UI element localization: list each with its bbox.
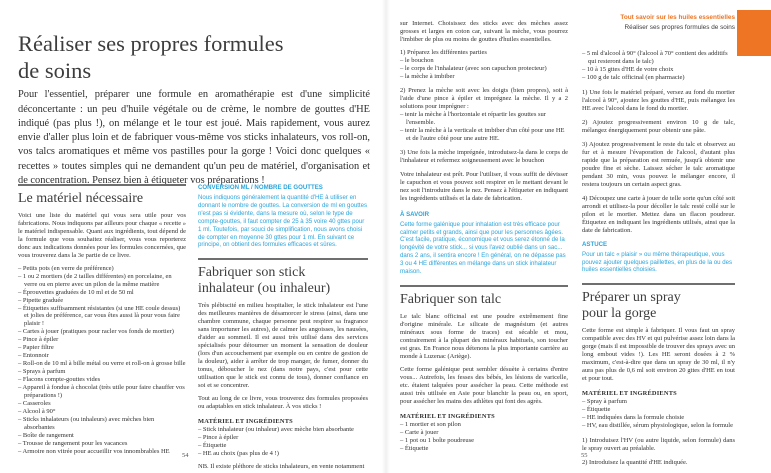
list-item: – Sprays à parfum (18, 368, 186, 376)
stick-materiel-list (198, 426, 368, 458)
running-header-kicker: Tout savoir sur les huiles essentielles (620, 14, 735, 21)
asavoir-box (400, 211, 568, 276)
list-item: – Stick inhalateur (ou inhaleur) avec mèche bien absorbante (198, 426, 368, 434)
list-item: 2) Ajoutez progressivement environ 10 g de talc, mélangez énergiquement pour obtenir une pâte. (582, 118, 735, 134)
list-item: – Sticks inhalateurs (ou inhaleurs) avec mèches bien absorbantes (18, 416, 186, 432)
stick-step2-list (400, 111, 568, 143)
list-item: – Entonnoir (18, 352, 186, 360)
list-item: Très plébiscité en milieu hospitalier, le stick inhalateur est l'une des meilleures manières de désamorcer le stress (ainsi, dans une chambre commune, chaque personne peut respirer sa fragrance sans importuner les autres), de calmer les angoisses, les nausées, d'aider au sommeil. Il est aussi très utilisé dans des services spécialisés pour détourner un moment la sensation de douleur (lors d'un accouchement par exemple ou en centre de gestion de la douleur), aider à arrêter de trop manger, de fumer, donner du tonus, déboucher le nez (dans notre pays, c'est pour cette utilisation que le stick est connu de tous), donner confiance en soi et se concentrer. (198, 301, 368, 389)
asavoir-heading: À SAVOIR (400, 210, 430, 218)
list-item: – 5 ml d'alcool à 90° (l'alcool à 70° contient des additifs qui resteront dans le talc) (582, 50, 735, 66)
intro-paragraph: Pour l'essentiel, préparer une formule en aromathérapie est d'une simplicité déconcertante : un peu d'huile végétale ou de crème, le nombre de gouttes d'HE indiqué (pas plus !), on mélange et le tour est joué. Mais rapidement, vous aurez envie d'aller plus loin et de fabriquer vous-même vos sticks inhalateurs, vos roll-on, vos talcs aromatiques et même vos pastilles pour la gorge ! Voici donc quelques « recettes » toutes simples qui ne demandent qu'un peu de matériel, d'organisation et de concentration. Pensez bien à étiqueter vos préparations ! (18, 89, 370, 186)
stick-step1-heading: 1) Préparez les différentes parties (400, 48, 487, 56)
asavoir-body: Cette forme galénique pour inhalation est très efficace pour calmer petits et grands, ainsi que pour les personnes âgées. C'est facile, pratique, économique et vous serez étonné de la longévité de votre stick... si vous l'avez oublié dans un sac... dans 2 ans, il sentira encore ! En général, on ne dépasse pas 3 ou 4 HE différentes en mélange dans un stick inhalateur maison. (400, 220, 566, 276)
list-item: – Pince à épiler (18, 336, 186, 344)
stick-step3: 3) Une fois la mèche imprégnée, introduisez-la dans le corps de l'inhalateur et refermez soigneusement avec le bouchon (400, 148, 568, 164)
list-item: 1) Une fois le matériel préparé, versez au fond du mortier l'alcool à 90°, ajoutez les gouttes d'HE, puis mélangez les HE avec l'alcool dans le fond du mortier. (582, 88, 735, 112)
list-item: 1) Introduisez l'HV (ou autre liquide, selon formule) dans le spray ouvert au préalable. (582, 437, 735, 453)
list-item: – tenir la mèche à la verticale et imbiber d'un côté pour une HE et de l'autre côté pour une autre HE. (400, 127, 568, 143)
stick-step1-list (400, 57, 568, 81)
list-item: – Armoire non vitrée pour accueillir vos innombrables HE (18, 448, 186, 456)
section-heading-stick (198, 258, 368, 296)
list-item: – Papier filtre (18, 344, 186, 352)
page-title-line1: Réaliser ses propres formules (18, 31, 284, 57)
running-header (620, 13, 735, 33)
list-item: – 10 à 15 gttes d'HE de votre choix (582, 66, 735, 74)
list-item: – HE au choix (pas plus de 4 !) (198, 450, 368, 458)
spray-heading-line1: Préparer un spray (582, 290, 681, 306)
stick-continued-intro: sur Internet. Choisissez des sticks avec des mèches assez grosses et larges en coton car, suivant la mèche, vous pourrez l'imbiber de plus ou moins de gouttes d'huiles essentielles. (400, 20, 568, 43)
list-item: Tout au long de ce livre, vous trouverez des formules proposées ou adaptables en stick inhalateur. À vos sticks ! (198, 394, 368, 410)
list-item: – Appareil à fondue à chocolat (très utile pour faire chauffer vos préparations !) (18, 384, 186, 400)
conversion-box (198, 184, 368, 249)
spray-intro: Cette forme est simple à fabriquer. Il vous faut un spray compatible avec des HV et qui pulvérise assez loin dans la gorge (mais il est impossible de trouver des sprays avec un long embout vides !). Les HE seront dosées à 2 % maximum, c'est-à-dire que dans un spray de 30 ml, il n'y aura pas plus de 0,6 ml soit environ 20 gttes d'HE en tout et pour tout. (582, 326, 735, 382)
list-item: Cette forme galénique peut sembler désuète à certains d'entre vous... Autrefois, les fesses des bébés, les lésions de varicelle, etc. étaient talquées pour assécher la peau. Cette méthode est aussi très utilisée en Asie pour blanchir la peau ou, en sport, pour assécher les mains des athlètes qui font des agrès. (400, 365, 568, 405)
list-item: – Carte à jouer (400, 429, 568, 437)
page-number-left: 54 (182, 452, 189, 459)
list-item: – Roll-on de 10 ml à bille métal ou verre et roll-on à grosse bille (18, 360, 186, 368)
list-item: Le talc blanc officinal est une poudre extrêmement fine d'origine minérale. Le silicate de magnésium (et autres minéraux sous forme de traces) est sécable et mou, contrairement à la plupart des minéraux habituels, son toucher est gras. En France nous détenons la plus importante carrière au monde à Luzenac (Ariège). (400, 312, 568, 360)
list-item: – Spray à parfum (582, 398, 735, 406)
talc-materiel-heading: MATÉRIEL ET INGRÉDIENTS (400, 412, 495, 420)
talc-materiel-list (400, 421, 568, 453)
section-heading-spray (582, 283, 735, 321)
list-item: – Éprouvettes graduées de 10 ml et de 50 ml (18, 289, 186, 297)
list-item: – Trousse de rangement pour les vacances (18, 440, 186, 448)
section-heading-talc: Fabriquer son talc (400, 285, 568, 308)
stick-step2: 2) Prenez la mèche soit avec les doigts (bien propres), soit à l'aide d'une pince à épiler et imprégnez la mèche. Il y a 2 solutions pour imprégner : (400, 86, 568, 110)
section-heading-materiel: Le matériel nécessaire (18, 184, 186, 207)
list-item: – Casseroles (18, 400, 186, 408)
list-item: – HE indiquées dans la formule choisie (582, 414, 735, 422)
astuce-box (582, 241, 735, 275)
chapter-tab (737, 10, 771, 56)
list-item: – 1 pot ou 1 boîte poudreuse (400, 437, 568, 445)
stick-closing: Votre inhalateur est prêt. Pour l'utiliser, il vous suffit de dévisser le capuchon et vous pouvez soit respirer en le mettant devant le nez soit l'introduire dans le nez. Pensez à l'étiqueter en indiquant les ingrédients utilisés et la date de fabrication. (400, 170, 568, 202)
stick-paragraphs (198, 302, 368, 411)
list-item: – HV, eau distillée, sérum physiologique, selon la formule (582, 422, 735, 430)
list-item: – le bouchon (400, 57, 568, 65)
list-item: – tenir la mèche à l'horizontale et répartir les gouttes sur l'ensemble. (400, 111, 568, 127)
list-item: – Étiquette (400, 445, 568, 453)
spray-heading-line2: pour la gorge (582, 306, 657, 322)
conversion-box-body: Nous indiquons généralement la quantité d'HE à utiliser en donnant le nombre de gouttes. La conversion de ml en gouttes n'est pas si évidente, dans la mesure où, selon le type de compte-gouttes, il faut compter de 25 à 35 voire 40 gttes pour 1 ml. Toutefois, par souci de simplification, nous avons choisi de compter en moyenne 30 gttes pour 1 ml. En suivant ce principe, on obtient des formules efficaces et sûres. (198, 193, 368, 249)
list-item: – Étiquette (582, 406, 735, 414)
page-title (18, 31, 378, 84)
stick-heading-line1: Fabriquer son stick (198, 265, 306, 281)
astuce-heading: ASTUCE (582, 240, 608, 248)
list-item: 2) Introduisez la quantité d'HE indiquée. (582, 459, 688, 467)
list-item: – Étiquette (198, 442, 368, 450)
list-item: – Pipette graduée (18, 297, 186, 305)
materiel-intro: Voici une liste du matériel qui vous sera utile pour vos fabrications. Nous indiquons par ailleurs pour chaque « recette » le matériel indispensable. Quant aux ingrédients, tout dépend de la formule que vous souhaitez réaliser, vous vous reporterez donc aux indications données pour les formules concernées, que vous trouverez dans la 3e partie de ce livre. (18, 211, 186, 259)
stick-materiel-heading: MATÉRIEL ET INGRÉDIENTS (198, 417, 293, 425)
column-talc-spray (582, 50, 735, 473)
column-stick-continued (400, 20, 568, 453)
list-item: – 1 mortier et son pilon (400, 421, 568, 429)
running-header-title: Réaliser ses propres formules de soins (624, 23, 735, 31)
list-item: – 100 g de talc officinal (en pharmacie) (582, 74, 735, 82)
materiel-list (18, 265, 186, 457)
column-stick (198, 184, 368, 471)
page-number-right: 55 (581, 452, 588, 459)
spray-materiel-heading: MATÉRIEL ET INGRÉDIENTS (582, 389, 677, 397)
list-item: 3) Ajoutez progressivement le reste du talc et observez au fur et à mesure l'évaporation de l'alcool, d'autant plus rapide que la préparation est remuée, jusqu'à obtenir une poudre fine et sèche. Laissez sécher le talc aromatique pendant 30 min, vous pouvez le mélanger encore, il restera toujours un certain aspect gras. (582, 140, 735, 188)
list-item: – Boîte de rangement (18, 432, 186, 440)
list-item: – 1 ou 2 mortiers (de 2 tailles différentes) en porcelaine, en verre ou en pierre avec un pilon de la même matière (18, 273, 186, 289)
talc-ingredient-list (582, 50, 735, 82)
column-materiel (18, 184, 186, 456)
talc-steps (582, 89, 735, 235)
list-item: – Pince à épiler (198, 434, 368, 442)
astuce-body: Pour un talc « plaisir » ou même thérapeutique, vous pouvez ajouter quelques paillettes, en plus de la ou des huiles essentielles choisies. (582, 250, 733, 274)
spray-materiel-list (582, 398, 735, 430)
page-title-line2: de soins (18, 57, 92, 83)
list-item: – Alcool à 90° (18, 408, 186, 416)
list-item: – Petits pots (en verre de préférence) (18, 265, 186, 273)
page-gutter (382, 0, 390, 473)
conversion-box-heading: CONVERSION ML / NOMBRE DE GOUTTES (198, 184, 323, 191)
list-item: – la mèche à imbiber (400, 73, 568, 81)
list-item: – Cartes à jouer (pratiques pour racler vos fonds de mortier) (18, 328, 186, 336)
list-item: – Étiquettes suffisamment résistantes (si une HE coule dessus) et jolies de préférence, car vous êtes aussi là pour vous faire plaisir ! (18, 305, 186, 329)
list-item: – le corps de l'inhalateur (avec son capuchon protecteur) (400, 65, 568, 73)
talc-paragraphs (400, 313, 568, 406)
stick-heading-line2: inhalateur (ou inhaleur) (198, 281, 331, 297)
list-item: – Flacons compte-gouttes vides (18, 376, 186, 384)
list-item: 4) Découpez une carte à jouer de telle sorte qu'un côté soit arrondi et utilisez-la pour décoller le talc resté collé sur le pilon et le mortier. Mettez dans un flacon poudreur. Étiquetez en indiquant les ingrédients utilisés, ainsi que la date de fabrication. (582, 194, 735, 234)
stick-note: NB. Il existe pléthore de sticks inhalateurs, en vente notamment (198, 463, 365, 471)
spray-steps (582, 437, 735, 467)
